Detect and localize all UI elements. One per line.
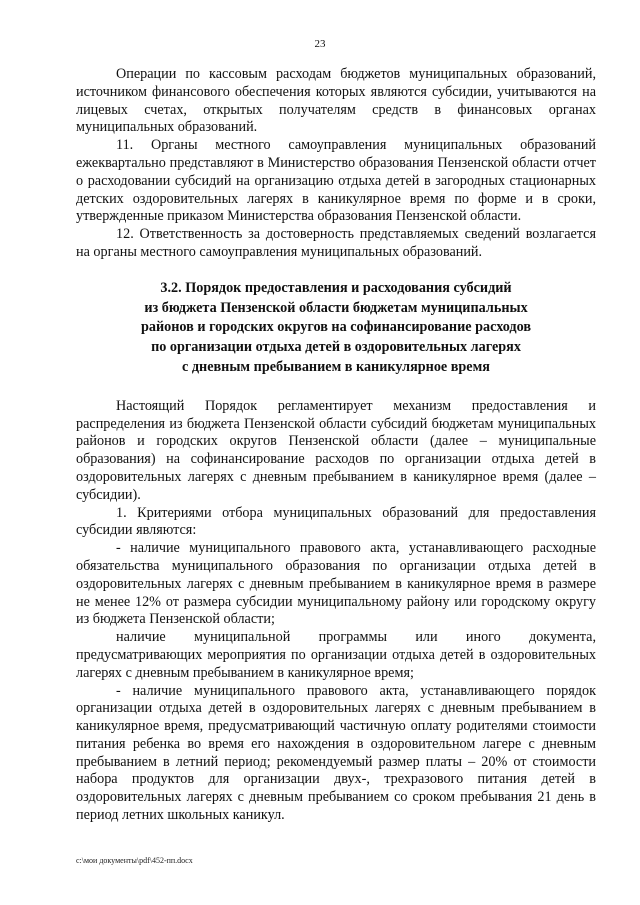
section-heading xyxy=(76,279,596,378)
paragraph: Операции по кассовым расходам бюджетов муниципальных образований, источником финансового обеспечения которых являются субсидии, учитываются на лицевых счетах, открытых получателям средств в финансовых органах муниципальных образований. xyxy=(76,66,596,136)
section-heading-line: 3.2. Порядок предоставления и расходования субсидий xyxy=(160,279,512,296)
paragraph: - наличие муниципального правового акта, устанавливающего порядок организации отдыха детей в оздоровительных лагерях с дневным пребыванием в каникулярное время, предусматривающий частичную оплату родителями стоимости питания ребенка во время его нахождения в оздоровительном лагере с дневным пребыванием в летний период; рекомендуемый размер платы – 20% от стоимости набора продуктов для организации двух-, трехразового питания детей в оздоровительных лагерях с дневным пребыванием со сроком пребывания 21 день в период летних школьных каникул. xyxy=(76,682,596,824)
paragraph: - наличие муниципального правового акта, устанавливающего расходные обязательства муниципального образования по организации отдыха детей в оздоровительных лагерях с дневным пребыванием в каникулярное время в размере не менее 12% от размера субсидии муниципальному району или городскому округу из бюджета Пензенской области; xyxy=(76,540,596,628)
paragraph: наличие муниципальной программы или иного документа, предусматривающих мероприятия по организации отдыха детей в оздоровительных лагерях с дневным пребыванием в каникулярное время; xyxy=(76,629,596,681)
section-heading-line: районов и городских округов на софинансирование расходов xyxy=(140,319,532,336)
paragraph: 11. Органы местного самоуправления муниципальных образований ежеквартально представляют в Министерство образования Пензенской области отчет о расходовании субсидий на организацию отдыха детей в загородных стационарных детских оздоровительных лагерях в каникулярное время по форме и в сроки, утвержденные приказом Министерства образования Пензенской области. xyxy=(76,137,596,225)
paragraph: Настоящий Порядок регламентирует механизм предоставления и распределения из бюджета Пензенской области субсидий бюджетам муниципальных районов и городских округов Пензенской области (далее – муниципальные образования) на софинансирование расходов по организации отдыха детей в оздоровительных лагерях с дневным пребыванием в каникулярное время (далее – субсидии). xyxy=(76,397,596,503)
section-heading-line: с дневным пребыванием в каникулярное время xyxy=(182,358,490,375)
footer-file-path: c:\мои документы\pdf\452-пп.docx xyxy=(76,856,193,865)
paragraph: 1. Критериями отбора муниципальных образований для предоставления субсидии являются: xyxy=(76,504,596,539)
document-body xyxy=(76,66,596,825)
section-heading-line: по организации отдыха детей в оздоровительных лагерях xyxy=(151,339,521,356)
section-heading-line: из бюджета Пензенской области бюджетам муниципальных xyxy=(144,299,528,316)
paragraph: 12. Ответственность за достоверность представляемых сведений возлагается на органы местного самоуправления муниципальных образований. xyxy=(76,226,596,260)
page-number: 23 xyxy=(314,38,326,50)
